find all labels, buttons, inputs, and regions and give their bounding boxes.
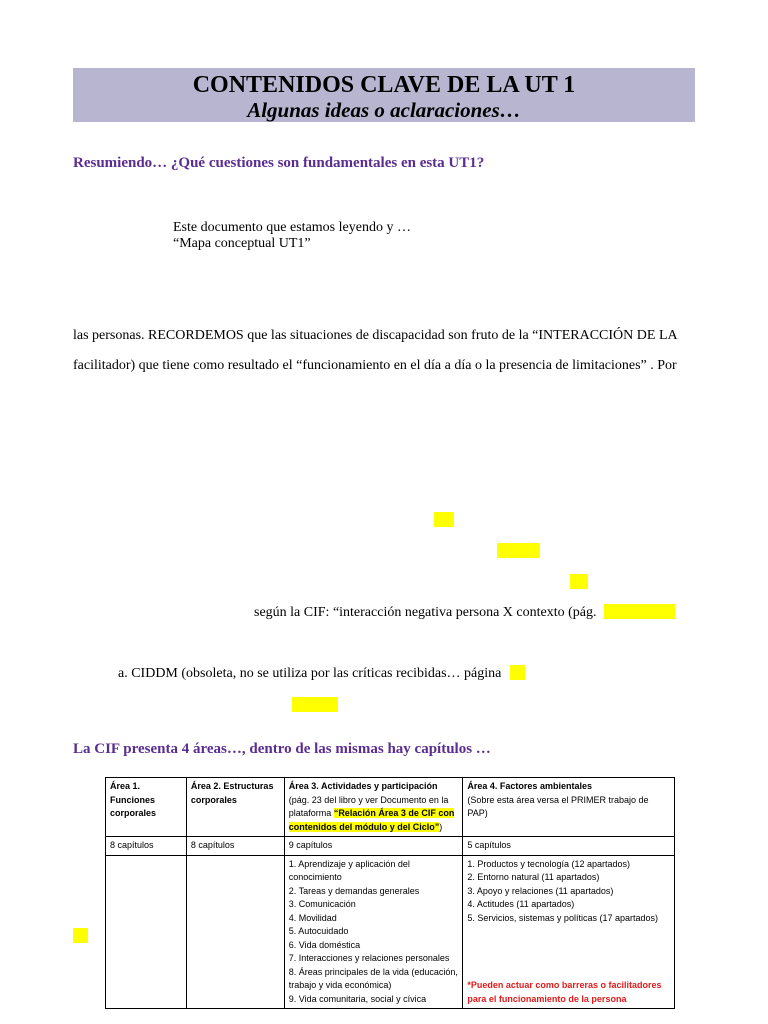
area4-count: 5 capítulos [463,837,675,856]
document-subtitle: Algunas ideas o aclaraciones… [247,98,521,122]
ciddm-line: a. CIDDM (obsoleta, no se utiliza por las críticas recibidas… página [118,666,502,681]
area3-header-cell [284,778,463,837]
highlight-mark [510,665,525,680]
list-item: 9. Vida comunitaria, social y cívica [288,993,427,1004]
title-banner [73,68,695,122]
section-heading-cif-areas: La CIF presenta 4 áreas…, dentro de las mismas hay capítulos … [73,741,491,757]
barriers-warning: *Pueden actuar como barreras o facilitadores para el funcionamiento de la persona [467,980,662,1004]
spacer [467,925,670,979]
cif-definition-line: según la CIF: “interacción negativa persona X contexto (pág. [254,605,597,620]
area3-chapters [284,855,463,1009]
list-item: 4. Movilidad [288,912,337,923]
highlight-mark [570,574,588,589]
highlight-mark [434,512,454,527]
list-item: 5. Autocuidado [288,926,349,936]
area4-title: Área 4. Factores ambientales [467,781,592,791]
list-item: 1. Aprendizaje y aplicación del conocimiento [288,858,410,882]
area1-chapters [106,855,187,1009]
area1-count: 8 capítulos [106,837,187,856]
area3-note-highlight: “Relación Área 3 de CIF con contenidos del módulo y del Ciclo” [288,808,455,832]
area3-title: Área 3. Actividades y participación [288,781,438,791]
area3-note: (pág. 23 del libro y ver Documento en la plataforma [288,794,449,818]
area3-count: 9 capítulos [284,837,463,856]
table-count-row [106,837,675,856]
area2-title: Área 2. Estructuras corporales [186,778,284,837]
area3-note-end: ) [439,821,443,832]
area2-chapters [186,855,284,1009]
list-item: 5. Servicios, sistemas y políticas (17 apartados) [467,912,658,923]
table-chapters-row [106,855,675,1009]
summary-line-1: Este documento que estamos leyendo y … [173,220,411,235]
section-heading-summary: Resumiendo… ¿Qué cuestiones son fundamentales en esta UT1? [73,155,485,171]
highlight-mark [292,697,338,712]
summary-line-2: “Mapa conceptual UT1” [173,236,311,251]
area4-header-cell [463,778,675,837]
area2-count: 8 capítulos [186,837,284,856]
list-item: 4. Actitudes (11 apartados) [467,899,575,909]
cif-areas-table [105,777,675,1009]
list-item: 3. Apoyo y relaciones (11 apartados) [467,885,614,896]
document-title: CONTENIDOS CLAVE DE LA UT 1 [192,72,576,98]
body-line-2: facilitador) que tiene como resultado el “funcionamiento en el día a día o la presencia de limitaciones” . Por [73,358,677,373]
highlight-mark [497,543,540,558]
list-item: 6. Vida doméstica [288,939,361,950]
list-item: 3. Comunicación [288,899,356,909]
list-item: 2. Tareas y demandas generales [288,885,420,896]
body-line-1: las personas. RECORDEMOS que las situaciones de discapacidad son fruto de la “INTERACCIÓN DE LA [73,328,678,343]
area4-note: (Sobre esta área versa el PRIMER trabajo de PAP) [467,794,649,818]
list-item: 7. Interacciones y relaciones personales [288,953,450,963]
list-item: 2. Entorno natural (11 apartados) [467,872,600,882]
list-item: 8. Áreas principales de la vida (educación, trabajo y vida económica) [288,966,458,990]
area4-chapters [463,855,675,1009]
list-item: 1. Productos y tecnología (12 apartados) [467,858,631,869]
table-header-row [106,778,675,837]
highlight-mark [73,928,88,943]
highlight-mark [604,604,675,619]
area1-title: Área 1. Funciones corporales [106,778,187,837]
